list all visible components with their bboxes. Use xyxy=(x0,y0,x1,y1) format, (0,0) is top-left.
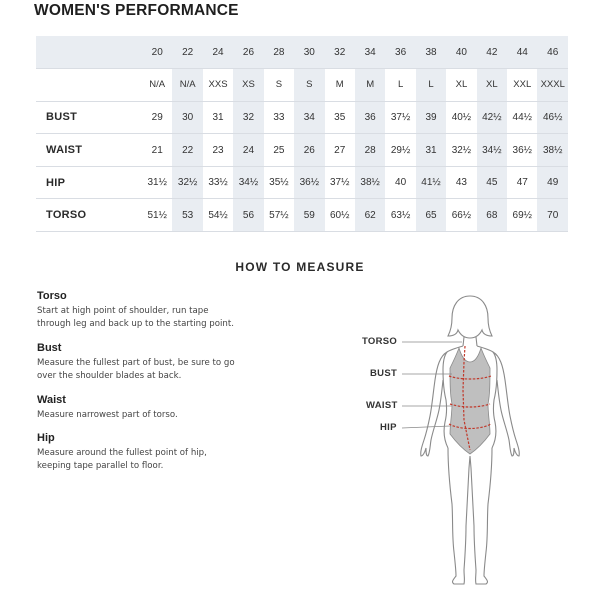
measurement-cell: 66½ xyxy=(446,199,476,232)
instruction-bust xyxy=(37,342,237,384)
measurement-cell: 33½ xyxy=(203,166,233,199)
size-number-cell: 30 xyxy=(294,36,324,69)
measurement-cell: 22 xyxy=(172,134,202,167)
instruction-heading: Hip xyxy=(37,432,55,445)
measurement-cell: 31 xyxy=(203,101,233,134)
measurement-cell: 31½ xyxy=(142,166,172,199)
size-letter-cell: M xyxy=(355,69,385,102)
waist-row xyxy=(36,134,568,167)
size-letter-cell: XXXL xyxy=(537,69,568,102)
measurement-cell: 30 xyxy=(172,101,202,134)
measurement-cell: 26 xyxy=(294,134,324,167)
measurement-cell: 32½ xyxy=(172,166,202,199)
size-letter-cell: XL xyxy=(446,69,476,102)
measurement-cell: 53 xyxy=(172,199,202,232)
measurement-cell: 37½ xyxy=(325,166,355,199)
size-number-cell: 46 xyxy=(537,36,568,69)
torso-row xyxy=(36,199,568,232)
legs-outline xyxy=(448,448,492,584)
measurement-cell: 54½ xyxy=(203,199,233,232)
measurement-cell: 36 xyxy=(355,101,385,134)
size-letter-cell: N/A xyxy=(172,69,202,102)
measurement-cell: 68 xyxy=(477,199,507,232)
measurement-cell: 57½ xyxy=(264,199,294,232)
measurement-cell: 38½ xyxy=(537,134,568,167)
measurement-cell: 31 xyxy=(416,134,446,167)
measurement-cell: 34½ xyxy=(477,134,507,167)
measurement-cell: 46½ xyxy=(537,101,568,134)
size-letter-cell: L xyxy=(385,69,415,102)
hip-leader-line xyxy=(402,426,450,428)
measurement-cell: 39 xyxy=(416,101,446,134)
size-number-cell: 26 xyxy=(233,36,263,69)
measurement-cell: 44½ xyxy=(507,101,537,134)
size-letter-cell: XXL xyxy=(507,69,537,102)
measurement-cell: 60½ xyxy=(325,199,355,232)
measurement-cell: 29½ xyxy=(385,134,415,167)
hip-label: HIP xyxy=(380,422,397,433)
table-corner-cell xyxy=(36,69,142,102)
instruction-torso xyxy=(37,290,237,332)
measurement-cell: 36½ xyxy=(507,134,537,167)
measurement-cell: 35 xyxy=(325,101,355,134)
measurement-cell: 47 xyxy=(507,166,537,199)
measurement-cell: 32½ xyxy=(446,134,476,167)
size-number-cell: 24 xyxy=(203,36,233,69)
measurement-cell: 28 xyxy=(355,134,385,167)
measure-instructions xyxy=(37,290,237,484)
page-title: WOMEN'S PERFORMANCE xyxy=(34,2,239,19)
body-outline-illustration xyxy=(360,290,570,590)
size-number-cell: 34 xyxy=(355,36,385,69)
how-to-measure-title: HOW TO MEASURE xyxy=(235,260,365,274)
measurement-cell: 25 xyxy=(264,134,294,167)
measurement-cell: 65 xyxy=(416,199,446,232)
hip-row xyxy=(36,166,568,199)
measurement-cell: 69½ xyxy=(507,199,537,232)
size-letter-cell: S xyxy=(294,69,324,102)
instruction-text: Measure narrowest part of torso. xyxy=(37,409,178,420)
measurement-figure xyxy=(360,290,570,590)
torso-label: TORSO xyxy=(362,336,398,347)
size-number-cell: 42 xyxy=(477,36,507,69)
size-letter-cell: N/A xyxy=(142,69,172,102)
waist-label: WAIST xyxy=(366,400,398,411)
size-number-cell: 32 xyxy=(325,36,355,69)
size-number-cell: 22 xyxy=(172,36,202,69)
head-outline xyxy=(448,296,492,338)
size-letter-cell: L xyxy=(416,69,446,102)
instruction-text: Start at high point of shoulder, run tape through leg and back up to the starting point. xyxy=(37,306,234,330)
instruction-text: Measure the fullest part of bust, be sure to go over the shoulder blades at back. xyxy=(37,357,235,382)
size-letter-cell: XL xyxy=(477,69,507,102)
row-label-bust: BUST xyxy=(36,101,142,134)
instruction-heading: Bust xyxy=(37,341,62,354)
measurement-cell: 29 xyxy=(142,101,172,134)
measurement-cell: 41½ xyxy=(416,166,446,199)
measurement-cell: 27 xyxy=(325,134,355,167)
measurement-cell: 24 xyxy=(233,134,263,167)
bust-label: BUST xyxy=(370,368,398,379)
measurement-cell: 34 xyxy=(294,101,324,134)
measurement-cell: 43 xyxy=(446,166,476,199)
size-number-cell: 36 xyxy=(385,36,415,69)
size-letter-cell: M xyxy=(325,69,355,102)
measurement-cell: 45 xyxy=(477,166,507,199)
measurement-cell: 36½ xyxy=(294,166,324,199)
size-number-cell: 44 xyxy=(507,36,537,69)
size-number-row xyxy=(36,36,568,69)
measurement-cell: 49 xyxy=(537,166,568,199)
measurement-cell: 21 xyxy=(142,134,172,167)
size-letter-cell: S xyxy=(264,69,294,102)
measurement-cell: 59 xyxy=(294,199,324,232)
measurement-cell: 40½ xyxy=(446,101,476,134)
size-chart-table xyxy=(36,36,568,232)
size-number-cell: 28 xyxy=(264,36,294,69)
instruction-heading: Torso xyxy=(37,290,67,302)
row-label-waist: WAIST xyxy=(36,134,142,167)
size-letter-cell: XXS xyxy=(203,69,233,102)
size-number-cell: 40 xyxy=(446,36,476,69)
leotard-garment xyxy=(450,348,490,454)
instruction-waist xyxy=(37,394,237,422)
size-letter-cell: XS xyxy=(233,69,263,102)
measurement-cell: 62 xyxy=(355,199,385,232)
measurement-cell: 23 xyxy=(203,134,233,167)
instruction-heading: Waist xyxy=(37,393,66,406)
measurement-cell: 33 xyxy=(264,101,294,134)
measurement-cell: 40 xyxy=(385,166,415,199)
instruction-text: Measure around the fullest point of hip, keeping tape parallel to floor. xyxy=(37,448,207,472)
table-corner-cell xyxy=(36,36,142,69)
bust-row xyxy=(36,101,568,134)
instruction-hip xyxy=(37,432,237,474)
measurement-cell: 56 xyxy=(233,199,263,232)
measurement-cell: 32 xyxy=(233,101,263,134)
row-label-torso: TORSO xyxy=(36,199,142,232)
measurement-cell: 35½ xyxy=(264,166,294,199)
size-number-cell: 38 xyxy=(416,36,446,69)
measurement-cell: 63½ xyxy=(385,199,415,232)
size-letter-row xyxy=(36,69,568,102)
measurement-cell: 38½ xyxy=(355,166,385,199)
measurement-cell: 51½ xyxy=(142,199,172,232)
row-label-hip: HIP xyxy=(36,166,142,199)
measurement-cell: 42½ xyxy=(477,101,507,134)
measurement-cell: 34½ xyxy=(233,166,263,199)
measurement-cell: 37½ xyxy=(385,101,415,134)
size-number-cell: 20 xyxy=(142,36,172,69)
measurement-cell: 70 xyxy=(537,199,568,232)
